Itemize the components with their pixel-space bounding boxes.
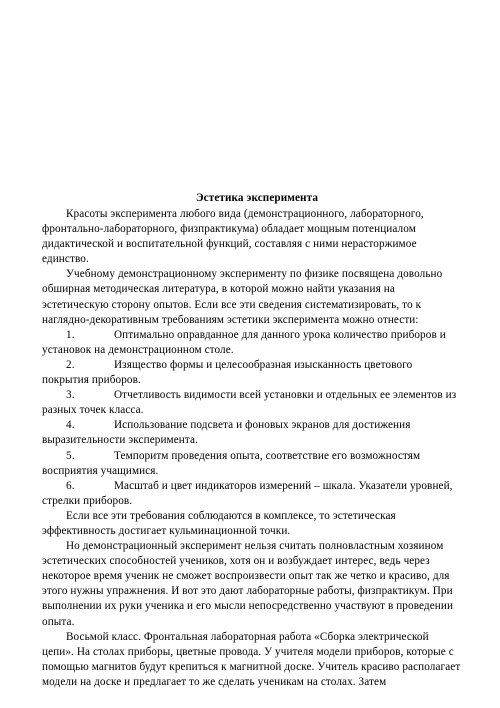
list-item-number: 4. <box>66 419 75 432</box>
paragraph: Восьмой класс. Фронтальная лабораторная работа «Сборка электрической цепи». На столах приборы, цветные провода. У учителя модели приборов, которые с помощью магнитов будут крепиться к магнитной доске. Учитель красиво располагает модели на доске и предлагает то же сделать ученикам на столах. Затем <box>42 630 461 688</box>
list-item <box>42 388 462 418</box>
paragraph: Учебному демонстрационному эксперименту по физике посвящена довольно обширная методическая литература, в которой можно найти указания на эстетическую сторону опытов. Если все эти сведения систематизировать, то к наглядно-декоративным требованиям эстетики эксперимента можно отнести: <box>42 268 443 326</box>
list-item <box>42 328 462 358</box>
list-item-number: 2. <box>66 358 75 371</box>
list-item <box>42 418 462 448</box>
list-item <box>42 449 462 479</box>
list-item-number: 3. <box>66 389 75 402</box>
list-item <box>42 358 462 388</box>
list-item-text: Использование подсвета и фоновых экранов для достижения выразительности эксперимента. <box>42 419 411 447</box>
list-item-text: Темпоритм проведения опыта, соответствие его возможностям восприятия учащимися. <box>42 449 421 477</box>
paragraph: Но демонстрационный эксперимент нельзя считать полновластным хозяином эстетических способностей учеников, хотя он и возбуждает интерес, ведь через некоторое время ученик не сможет воспроизвести опыт так же четко и красиво, для этого нужны упражнения. И вот это дают лабораторные работы, физпрактикум. При выполнении их руки ученика и его мысли непосредственно участвуют в проведении опыта. <box>42 540 454 628</box>
document-body <box>42 190 462 690</box>
list-item <box>42 479 462 509</box>
list-item-text: Отчетливость видимости всей установки и отдельных ее элементов из разных точек класса. <box>42 389 457 417</box>
list-item-text: Оптимально оправданное для данного урока количество приборов и установок на демонстрационном столе. <box>42 328 446 356</box>
list-item-text: Масштаб и цвет индикаторов измерений – шкала. Указатели уровней, стрелки приборов. <box>42 479 453 507</box>
list-item-number: 1. <box>66 328 75 341</box>
page-title: Эстетика эксперимента <box>195 192 319 204</box>
list-item-text: Изящество формы и целесообразная изысканность цветового покрытия приборов. <box>42 358 413 387</box>
list-item-number: 5. <box>66 449 75 462</box>
list-item-number: 6. <box>66 479 75 492</box>
paragraph: Если все эти требования соблюдаются в комплексе, то эстетическая эффективность достигает кульминационной точки. <box>42 509 396 537</box>
paragraph: Красоты эксперимента любого вида (демонстрационного, лабораторного, фронтально-лабораторного, физпрактикума) обладает мощным потенциалом дидактической и воспитательной функций, составляя с ними нерасторжимое единство. <box>42 208 424 266</box>
